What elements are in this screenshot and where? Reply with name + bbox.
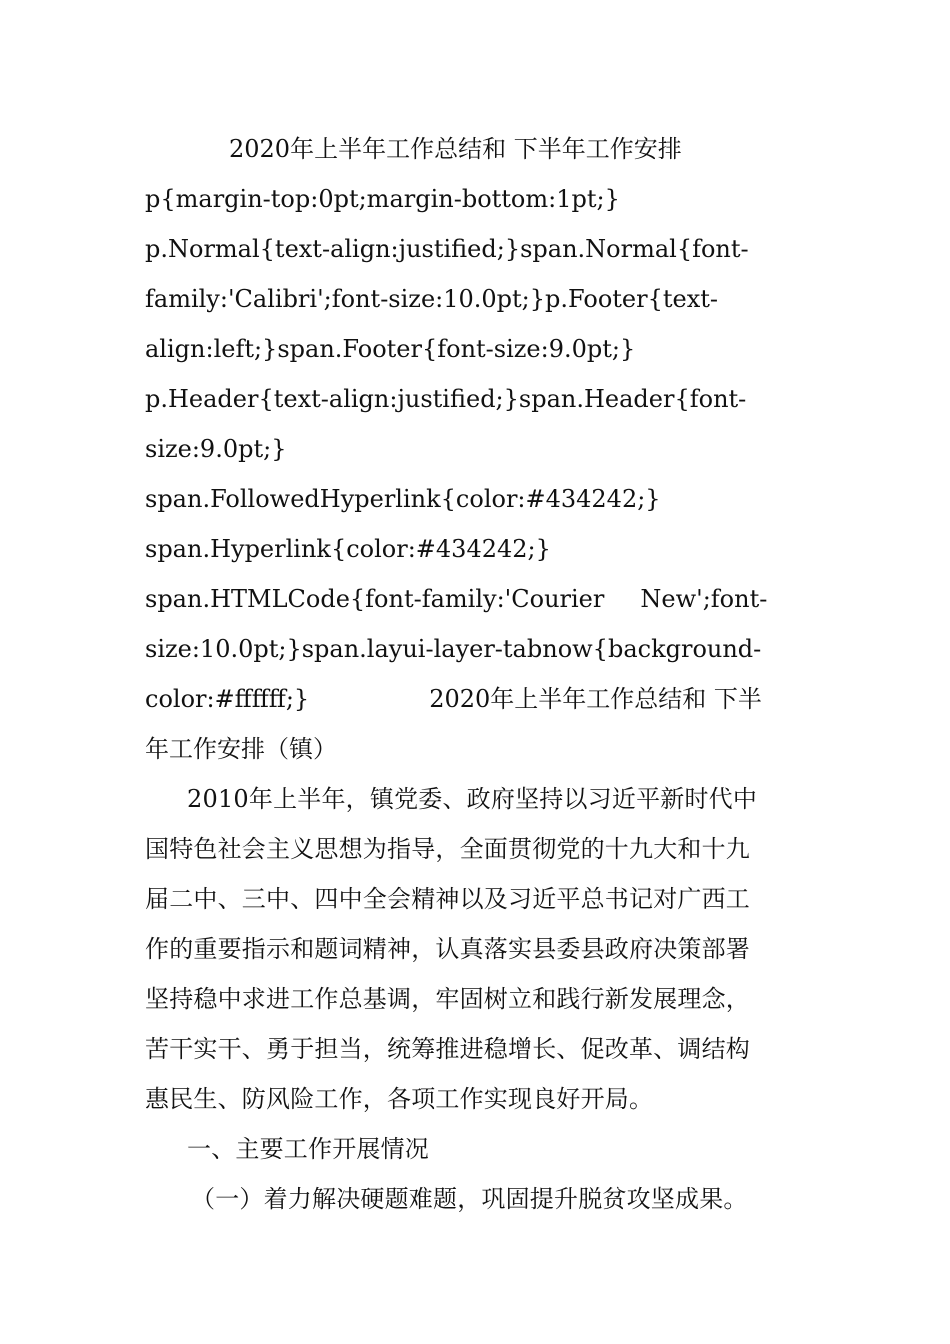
css-text-line: span.Hyperlink{color:#434242;} xyxy=(145,535,551,563)
document-page xyxy=(145,124,805,1224)
css-text-line: align:left;}span.Footer{font-size:9.0pt;} xyxy=(145,335,636,363)
body-line: 作的重要指示和题词精神，认真落实县委县政府决策部署 xyxy=(145,935,750,963)
subsection-heading: （一）着力解决硬题难题，巩固提升脱贫攻坚成果。 xyxy=(191,1185,748,1213)
css-text-line xyxy=(145,674,805,724)
css-text-line: span.FollowedHyperlink{color:#434242;} xyxy=(145,485,661,513)
document-title: 2020年上半年工作总结和 下半年工作安排 xyxy=(229,135,682,163)
body-line: 2010年上半年，镇党委、政府坚持以习近平新时代中 xyxy=(187,785,758,813)
css-text-line: size:9.0pt;} xyxy=(145,435,287,463)
body-line: 苦干实干、勇于担当，统筹推进稳增长、促改革、调结构 xyxy=(145,1035,750,1063)
body-line: 国特色社会主义思想为指导，全面贯彻党的十九大和十九 xyxy=(145,835,750,863)
css-text-line: p.Normal{text-align:justified;}span.Normal{font- xyxy=(145,235,749,263)
css-text-line: p.Header{text-align:justified;}span.Header{font- xyxy=(145,385,747,413)
body-line: 届二中、三中、四中全会精神以及习近平总书记对广西工 xyxy=(145,885,750,913)
section-heading: 一、主要工作开展情况 xyxy=(187,1135,429,1163)
css-text-fragment: New';font- xyxy=(640,585,768,613)
css-text-line xyxy=(145,574,805,624)
subtitle-end: 年工作安排（镇） xyxy=(145,735,337,763)
body-line: 坚持稳中求进工作总基调，牢固树立和践行新发展理念， xyxy=(145,985,750,1013)
css-text-line: p{margin-top:0pt;margin-bottom:1pt;} xyxy=(145,185,620,213)
css-text-fragment: span.HTMLCode{font-family:'Courier xyxy=(145,585,605,613)
subtitle-start: 2020年上半年工作总结和 下半 xyxy=(429,685,762,713)
css-text-line: size:10.0pt;}span.layui-layer-tabnow{background- xyxy=(145,635,762,663)
css-text-line: family:'Calibri';font-size:10.0pt;}p.Footer{text- xyxy=(145,285,718,313)
css-text-fragment: color:#ffffff;} xyxy=(145,685,310,713)
body-line: 惠民生、防风险工作，各项工作实现良好开局。 xyxy=(145,1085,654,1113)
